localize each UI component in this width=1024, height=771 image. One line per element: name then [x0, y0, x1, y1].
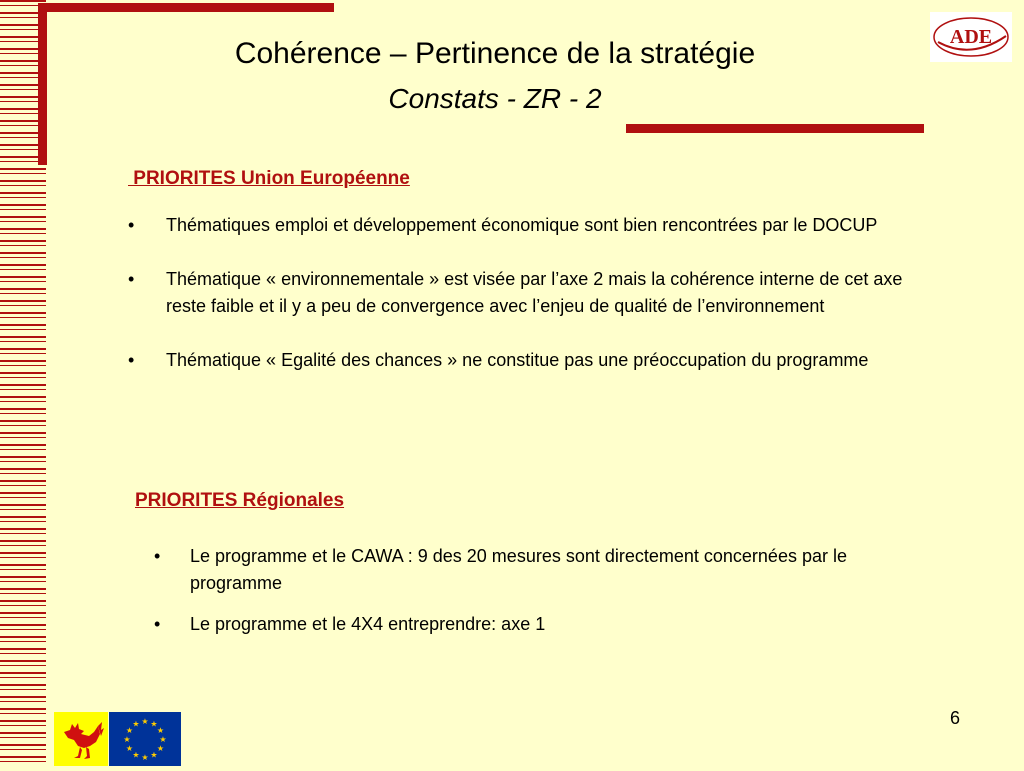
svg-text:★: ★	[125, 744, 134, 753]
svg-text:★: ★	[156, 726, 165, 735]
svg-text:★: ★	[123, 735, 131, 744]
svg-text:★: ★	[150, 719, 158, 729]
page-number: 6	[950, 708, 961, 728]
list-item	[154, 611, 910, 638]
decorative-bar-left	[38, 3, 47, 165]
slide-subtitle: Constats - ZR - 2	[388, 83, 602, 114]
bullet-icon: •	[128, 215, 135, 235]
bullet-list-regional	[154, 543, 910, 652]
bullet-icon: •	[154, 614, 161, 634]
svg-text:ADE: ADE	[949, 26, 993, 48]
list-item-text: Thématiques emploi et développement économique sont bien rencontrées par le DOCUP	[166, 215, 878, 235]
svg-text:★: ★	[125, 726, 134, 735]
bullet-icon: •	[128, 269, 135, 289]
bullet-list-eu	[128, 212, 946, 401]
eu-flag-icon	[109, 712, 181, 766]
svg-text:★: ★	[141, 753, 149, 762]
bullet-icon: •	[154, 546, 161, 566]
bullet-icon: •	[128, 350, 135, 370]
list-item-text: Le programme et le CAWA : 9 des 20 mesures sont directement concernées par le programme	[190, 546, 847, 593]
decorative-bar-top	[38, 3, 334, 12]
svg-text:★: ★	[132, 719, 140, 729]
slide-title: Cohérence – Pertinence de la stratégie	[234, 37, 756, 70]
list-item	[128, 212, 946, 239]
section-heading-eu: PRIORITES Union Européenne	[128, 168, 410, 189]
list-item	[128, 266, 946, 320]
rooster-flag-icon	[54, 712, 108, 766]
list-item-text: Le programme et le 4X4 entreprendre: axe 1	[190, 614, 546, 634]
list-item-text: Thématique « environnementale » est visée par l’axe 2 mais la cohérence interne de cet axe reste faible et il y a peu de convergence avec l’enjeu de qualité de l’environnement	[166, 269, 903, 316]
svg-text:★: ★	[132, 750, 140, 760]
svg-text:★: ★	[150, 750, 158, 760]
svg-text:★: ★	[141, 717, 149, 726]
section-heading-regional: PRIORITES Régionales	[135, 490, 345, 511]
list-item	[128, 347, 946, 374]
svg-text:★: ★	[156, 744, 165, 753]
decorative-bar-right	[626, 124, 924, 133]
ade-logo	[930, 12, 1012, 62]
list-item-text: Thématique « Egalité des chances » ne constitue pas une préoccupation du programme	[166, 350, 869, 370]
list-item	[154, 543, 910, 597]
svg-text:★: ★	[159, 735, 167, 744]
